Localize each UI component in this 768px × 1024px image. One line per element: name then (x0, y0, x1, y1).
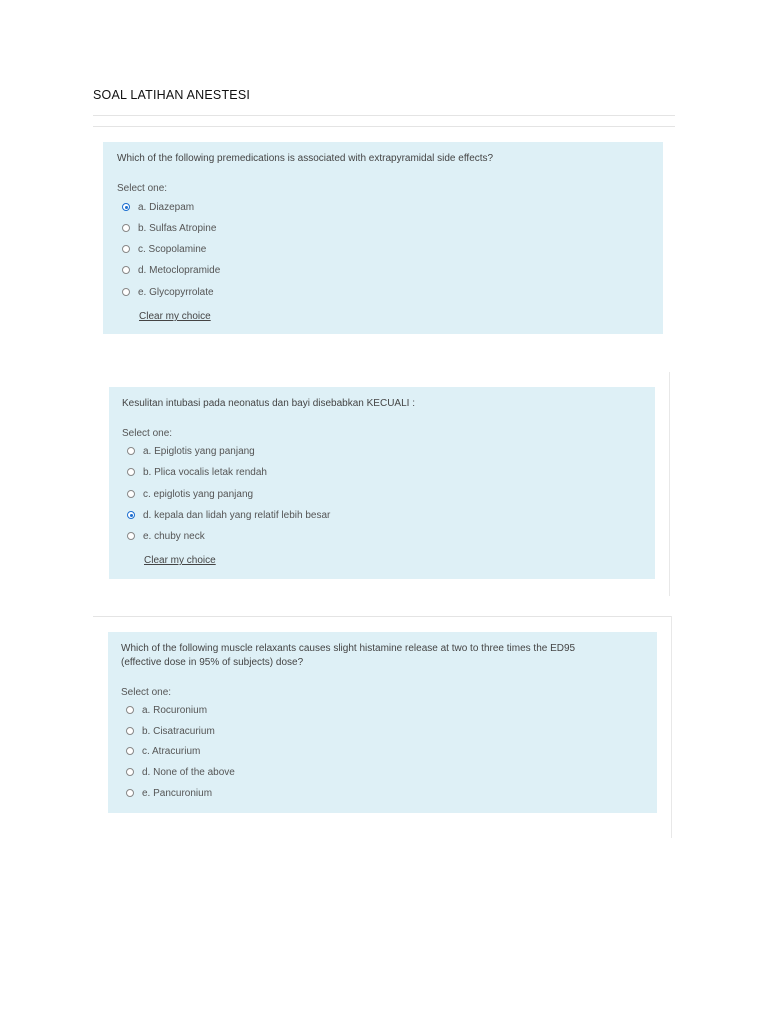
answer-label: b. Sulfas Atropine (138, 222, 217, 234)
question-text-line-1: Which of the following muscle relaxants causes slight histamine release at two to three times the ED95 (121, 643, 576, 654)
question-card-2 (109, 387, 655, 579)
answer-option-b[interactable] (122, 221, 216, 235)
answer-option-e[interactable] (127, 529, 205, 543)
answer-label: a. Diazepam (138, 201, 195, 213)
radio-icon[interactable] (122, 266, 130, 274)
radio-icon[interactable] (126, 789, 134, 797)
select-one-label: Select one: (122, 428, 173, 439)
answer-option-d[interactable] (126, 765, 235, 779)
answer-option-e[interactable] (126, 786, 212, 800)
radio-icon[interactable] (122, 224, 130, 232)
answer-option-d[interactable] (127, 508, 330, 522)
answer-label: c. Scopolamine (138, 243, 207, 255)
radio-icon[interactable] (122, 288, 130, 296)
answer-label: d. kepala dan lidah yang relatif lebih besar (143, 509, 331, 521)
answer-label: b. Cisatracurium (142, 725, 215, 737)
radio-icon[interactable] (127, 447, 135, 455)
answer-label: d. None of the above (142, 766, 235, 778)
divider (93, 115, 675, 116)
answer-option-e[interactable] (122, 285, 214, 299)
radio-selected-icon[interactable] (127, 511, 135, 519)
answer-option-c[interactable] (126, 744, 200, 758)
answer-option-a[interactable] (122, 200, 194, 214)
answer-option-b[interactable] (126, 724, 215, 738)
answer-label: e. Glycopyrrolate (138, 286, 214, 298)
document-title: SOAL LATIHAN ANESTESI (93, 88, 251, 102)
answer-label: e. chuby neck (143, 530, 205, 542)
divider (93, 616, 671, 617)
answer-option-a[interactable] (127, 444, 255, 458)
select-one-label: Select one: (121, 687, 172, 698)
divider (93, 126, 675, 127)
radio-icon[interactable] (126, 768, 134, 776)
select-one-label: Select one: (117, 183, 168, 194)
answer-option-a[interactable] (126, 703, 207, 717)
clear-choice-link[interactable]: Clear my choice (139, 311, 211, 322)
page-edge (671, 616, 672, 838)
answer-label: d. Metoclopramide (138, 264, 221, 276)
radio-icon[interactable] (126, 727, 134, 735)
radio-icon[interactable] (127, 490, 135, 498)
radio-icon[interactable] (126, 706, 134, 714)
answer-option-d[interactable] (122, 263, 220, 277)
question-text: Kesulitan intubasi pada neonatus dan bayi disebabkan KECUALI : (122, 398, 415, 409)
answer-label: a. Epiglotis yang panjang (143, 445, 255, 457)
answer-option-c[interactable] (127, 487, 253, 501)
question-text: Which of the following premedications is associated with extrapyramidal side effects? (117, 153, 494, 164)
answer-option-b[interactable] (127, 465, 267, 479)
answer-label: c. epiglotis yang panjang (143, 488, 254, 500)
question-text-line-2: (effective dose in 95% of subjects) dose? (121, 657, 304, 668)
radio-icon[interactable] (127, 532, 135, 540)
answer-label: b. Plica vocalis letak rendah (143, 466, 267, 478)
page-edge (669, 372, 670, 596)
answer-label: c. Atracurium (142, 745, 201, 757)
radio-icon[interactable] (122, 245, 130, 253)
radio-icon[interactable] (126, 747, 134, 755)
question-card-1 (103, 142, 663, 334)
answer-label: e. Pancuronium (142, 787, 213, 799)
radio-selected-icon[interactable] (122, 203, 130, 211)
answer-label: a. Rocuronium (142, 704, 208, 716)
answer-option-c[interactable] (122, 242, 206, 256)
clear-choice-link[interactable]: Clear my choice (144, 555, 216, 566)
radio-icon[interactable] (127, 468, 135, 476)
